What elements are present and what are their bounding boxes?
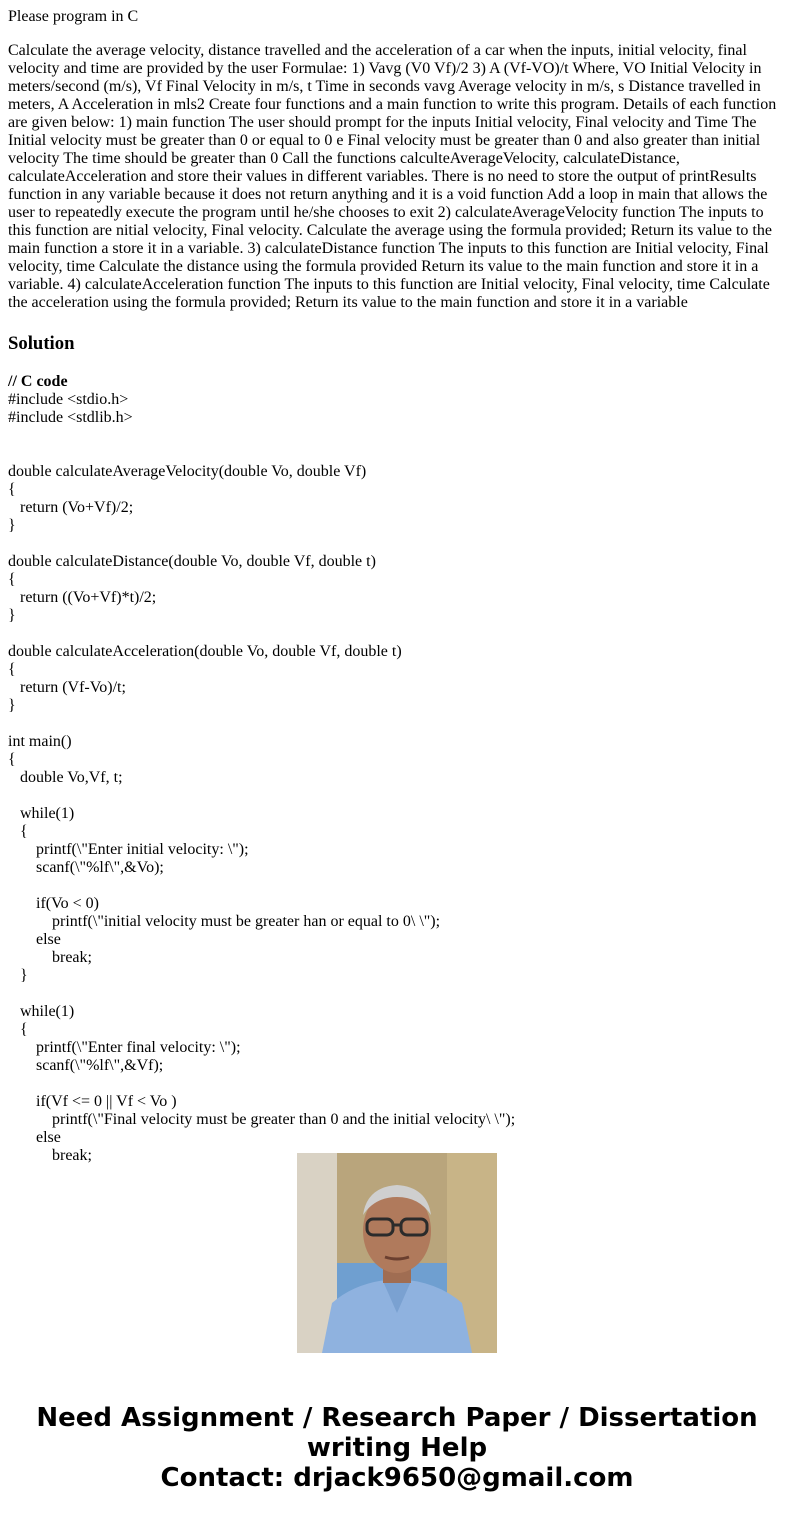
help-advertisement <box>0 1403 794 1493</box>
code-line: if(Vo < 0) <box>8 895 99 912</box>
code-line: if(Vf <= 0 || Vf < Vo ) <box>8 1093 177 1110</box>
code-line: break; <box>8 1147 92 1164</box>
document-content <box>8 8 786 1164</box>
code-line: double calculateDistance(double Vo, double Vf, double t) <box>8 553 376 570</box>
code-line: } <box>8 967 28 984</box>
code-line <box>8 985 786 1003</box>
code-line: printf(\"initial velocity must be greater han or equal to 0\ \"); <box>8 913 441 930</box>
code-line: return (Vf-Vo)/t; <box>8 679 126 696</box>
code-line: double calculateAcceleration(double Vo, double Vf, double t) <box>8 643 402 660</box>
code-line: return (Vo+Vf)/2; <box>8 499 134 516</box>
code-line: printf(\"Enter final velocity: \"); <box>8 1039 241 1056</box>
ad-line-assignment: Need Assignment / Research Paper / Dissertation <box>36 1403 758 1433</box>
code-line: } <box>8 607 16 624</box>
author-avatar <box>297 1153 497 1353</box>
code-line <box>8 877 786 895</box>
code-line: { <box>8 823 28 840</box>
code-line: double Vo,Vf, t; <box>8 769 123 786</box>
code-line: { <box>8 661 16 678</box>
code-line <box>8 625 786 643</box>
code-line <box>8 445 786 463</box>
code-line <box>8 427 786 445</box>
code-line: while(1) <box>8 1003 75 1020</box>
code-line: else <box>8 931 61 948</box>
code-line: #include <stdio.h> <box>8 391 129 408</box>
code-line: printf(\"Final velocity must be greater than 0 and the initial velocity\ \"); <box>8 1111 516 1128</box>
code-line: scanf(\"%lf\",&Vo); <box>8 859 164 876</box>
code-block <box>8 391 786 1165</box>
code-line: printf(\"Enter initial velocity: \"); <box>8 841 249 858</box>
code-line: break; <box>8 949 92 966</box>
solution-heading: Solution <box>8 333 75 354</box>
code-line <box>8 535 786 553</box>
code-line: double calculateAverageVelocity(double Vo, double Vf) <box>8 463 367 480</box>
code-line: { <box>8 571 16 588</box>
code-line <box>8 787 786 805</box>
code-line <box>8 715 786 733</box>
ad-line-contact: Contact: drjack9650@gmail.com <box>160 1463 634 1493</box>
code-line: } <box>8 697 16 714</box>
code-line: { <box>8 1021 28 1038</box>
code-line: scanf(\"%lf\",&Vf); <box>8 1057 164 1074</box>
code-line: while(1) <box>8 805 75 822</box>
code-label: // C code <box>8 373 68 390</box>
code-line <box>8 1075 786 1093</box>
code-line: { <box>8 751 16 768</box>
code-line: #include <stdlib.h> <box>8 409 133 426</box>
question-text: Calculate the average velocity, distance travelled and the acceleration of a car when the inputs, initial velocity, final velocity and time are provided by the user Formulae: 1) Vavg (V0 Vf)/2 3) A (Vf-VO)/t Where, VO Initial Velocity in meters/second (m/s), Vf Final Velocity in m/s, t Time in seconds vavg Average velocity in m/s, s Distance travelled in meters, A Acceleration in mls2 Create four functions and a main function to write this program. Details of each function are given below: 1) main function The user should prompt for the inputs Initial velocity, Final velocity and Time The Initial velocity must be greater than 0 or equal to 0 e Final velocity must be greater than 0 and also greater than initial velocity The time should be greater than 0 Call the functions calculteAverageVelocity, calculateDistance, calculateAcceleration and store their values in different variables. There is no need to store the output of printResults function in any variable because it does not return anything and it is a void function Add a loop in main that allows the user to repeatedly execute the program until he/she chooses to exit 2) calculateAverageVelocity function The inputs to this function are nitial velocity, Final velocity. Calculate the average using the formula provided; Return its value to the main function a store it in a variable. 3) calculateDistance function The inputs to this function are Initial velocity, Final velocity, time Calculate the distance using the formula provided Return its value to the main function and store it in a variable. 4) calculateAcceleration function The inputs to this function are Initial velocity, Final velocity, time Calculate the acceleration using the formula provided; Return its value to the main function and store it in a variable <box>8 42 777 311</box>
code-line: } <box>8 517 16 534</box>
code-line: { <box>8 481 16 498</box>
code-line: int main() <box>8 733 72 750</box>
code-line: else <box>8 1129 61 1146</box>
ad-line-help: writing Help <box>306 1433 488 1463</box>
code-line: return ((Vo+Vf)*t)/2; <box>8 589 157 606</box>
page-title: Please program in C <box>8 8 139 25</box>
avatar-portrait-image <box>297 1153 497 1353</box>
